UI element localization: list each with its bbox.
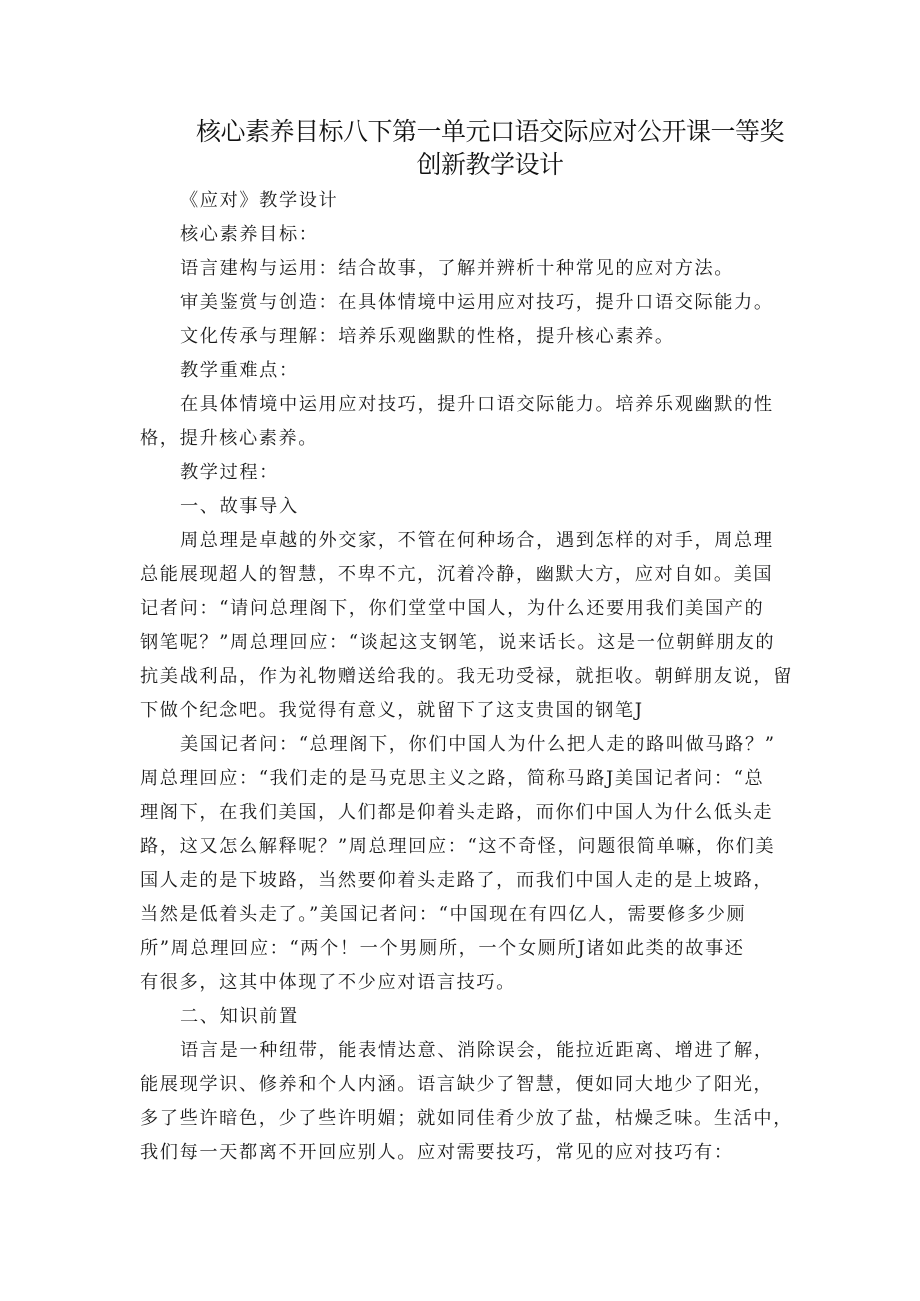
paragraph-line: 有很多，这其中体现了不少应对语言技巧。 [140, 972, 516, 993]
paragraph-line: 周总理是卓越的外交家，不管在何种场合，遇到怎样的对手，周总理 [180, 530, 774, 551]
paragraph-line: 美国记者问：“总理阁下，你们中国人为什么把人走的路叫做马路？” [180, 734, 776, 755]
paragraph-line: 抗美战利品，作为礼物赠送给我的。我无功受禄，就拒收。朝鲜朋友说，留 [140, 666, 793, 687]
paragraph-line: 所”周总理回应：“两个！一个男厕所，一个女厕所J诸如此类的故事还 [140, 938, 745, 959]
doc-title-line-1: 核心素养目标八下第一单元口语交际应对公开课一等奖 [195, 117, 784, 146]
goal-item-1: 语言建构与运用：结合故事，了解并辨析十种常见的应对方法。 [180, 258, 735, 279]
paragraph-line: 下做个纪念吧。我觉得有意义，就留下了这支贵国的钢笔J [140, 700, 644, 721]
doc-subtitle: 《应对》教学设计 [180, 190, 339, 211]
doc-title-line-2: 创新教学设计 [416, 150, 564, 179]
section-heading-process: 教学过程： [180, 462, 279, 483]
paragraph-line: 当然是低着头走了。”美国记者问：“中国现在有四亿人，需要修多少厕 [140, 904, 747, 925]
section-heading-intro: 一、故事导入 [180, 496, 299, 517]
paragraph-line: 在具体情境中运用应对技巧，提升口语交际能力。培养乐观幽默的性 [180, 394, 774, 415]
paragraph-line: 总能展现超人的智慧，不卑不亢，沉着冷静，幽默大方，应对自如。美国 [140, 564, 774, 585]
paragraph-line: 格，提升核心素养。 [140, 428, 319, 449]
section-heading-knowledge: 二、知识前置 [180, 1006, 299, 1027]
goal-item-2: 审美鉴赏与创造：在具体情境中运用应对技巧，提升口语交际能力。 [180, 292, 774, 313]
goal-item-3: 文化传承与理解：培养乐观幽默的性格，提升核心素养。 [180, 326, 675, 347]
section-heading-key-points: 教学重难点： [180, 360, 299, 381]
paragraph-line: 钢笔呢？”周总理回应：“谈起这支钢笔，说来话长。这是一位朝鲜朋友的 [140, 632, 776, 653]
paragraph-line: 理阁下，在我们美国，人们都是仰着头走路，而你们中国人为什么低头走 [140, 802, 774, 823]
section-heading-goals: 核心素养目标： [180, 224, 319, 245]
paragraph-line: 多了些许暗色，少了些许明媚；就如同佳肴少放了盐，枯燥乏味。生活中， [140, 1108, 793, 1129]
paragraph-line: 记者问：“请问总理阁下，你们堂堂中国人，为什么还要用我们美国产的 [140, 598, 765, 619]
paragraph-line: 路，这又怎么解释呢？”周总理回应：“这不奇怪，问题很简单嘛，你们美 [140, 836, 776, 857]
paragraph-line: 国人走的是下坡路，当然要仰着头走路了，而我们中国人走的是上坡路， [140, 870, 774, 891]
paragraph-line: 周总理回应：“我们走的是马克思主义之路，简称马路J美国记者问：“总 [140, 768, 765, 789]
paragraph-line: 语言是一种纽带，能表情达意、消除误会，能拉近距离、增进了解， [180, 1040, 774, 1061]
paragraph-line: 能展现学识、修养和个人内涵。语言缺少了智慧，便如同大地少了阳光， [140, 1074, 774, 1095]
paragraph-line: 我们每一天都离不开回应别人。应对需要技巧，常见的应对技巧有： [140, 1142, 734, 1163]
